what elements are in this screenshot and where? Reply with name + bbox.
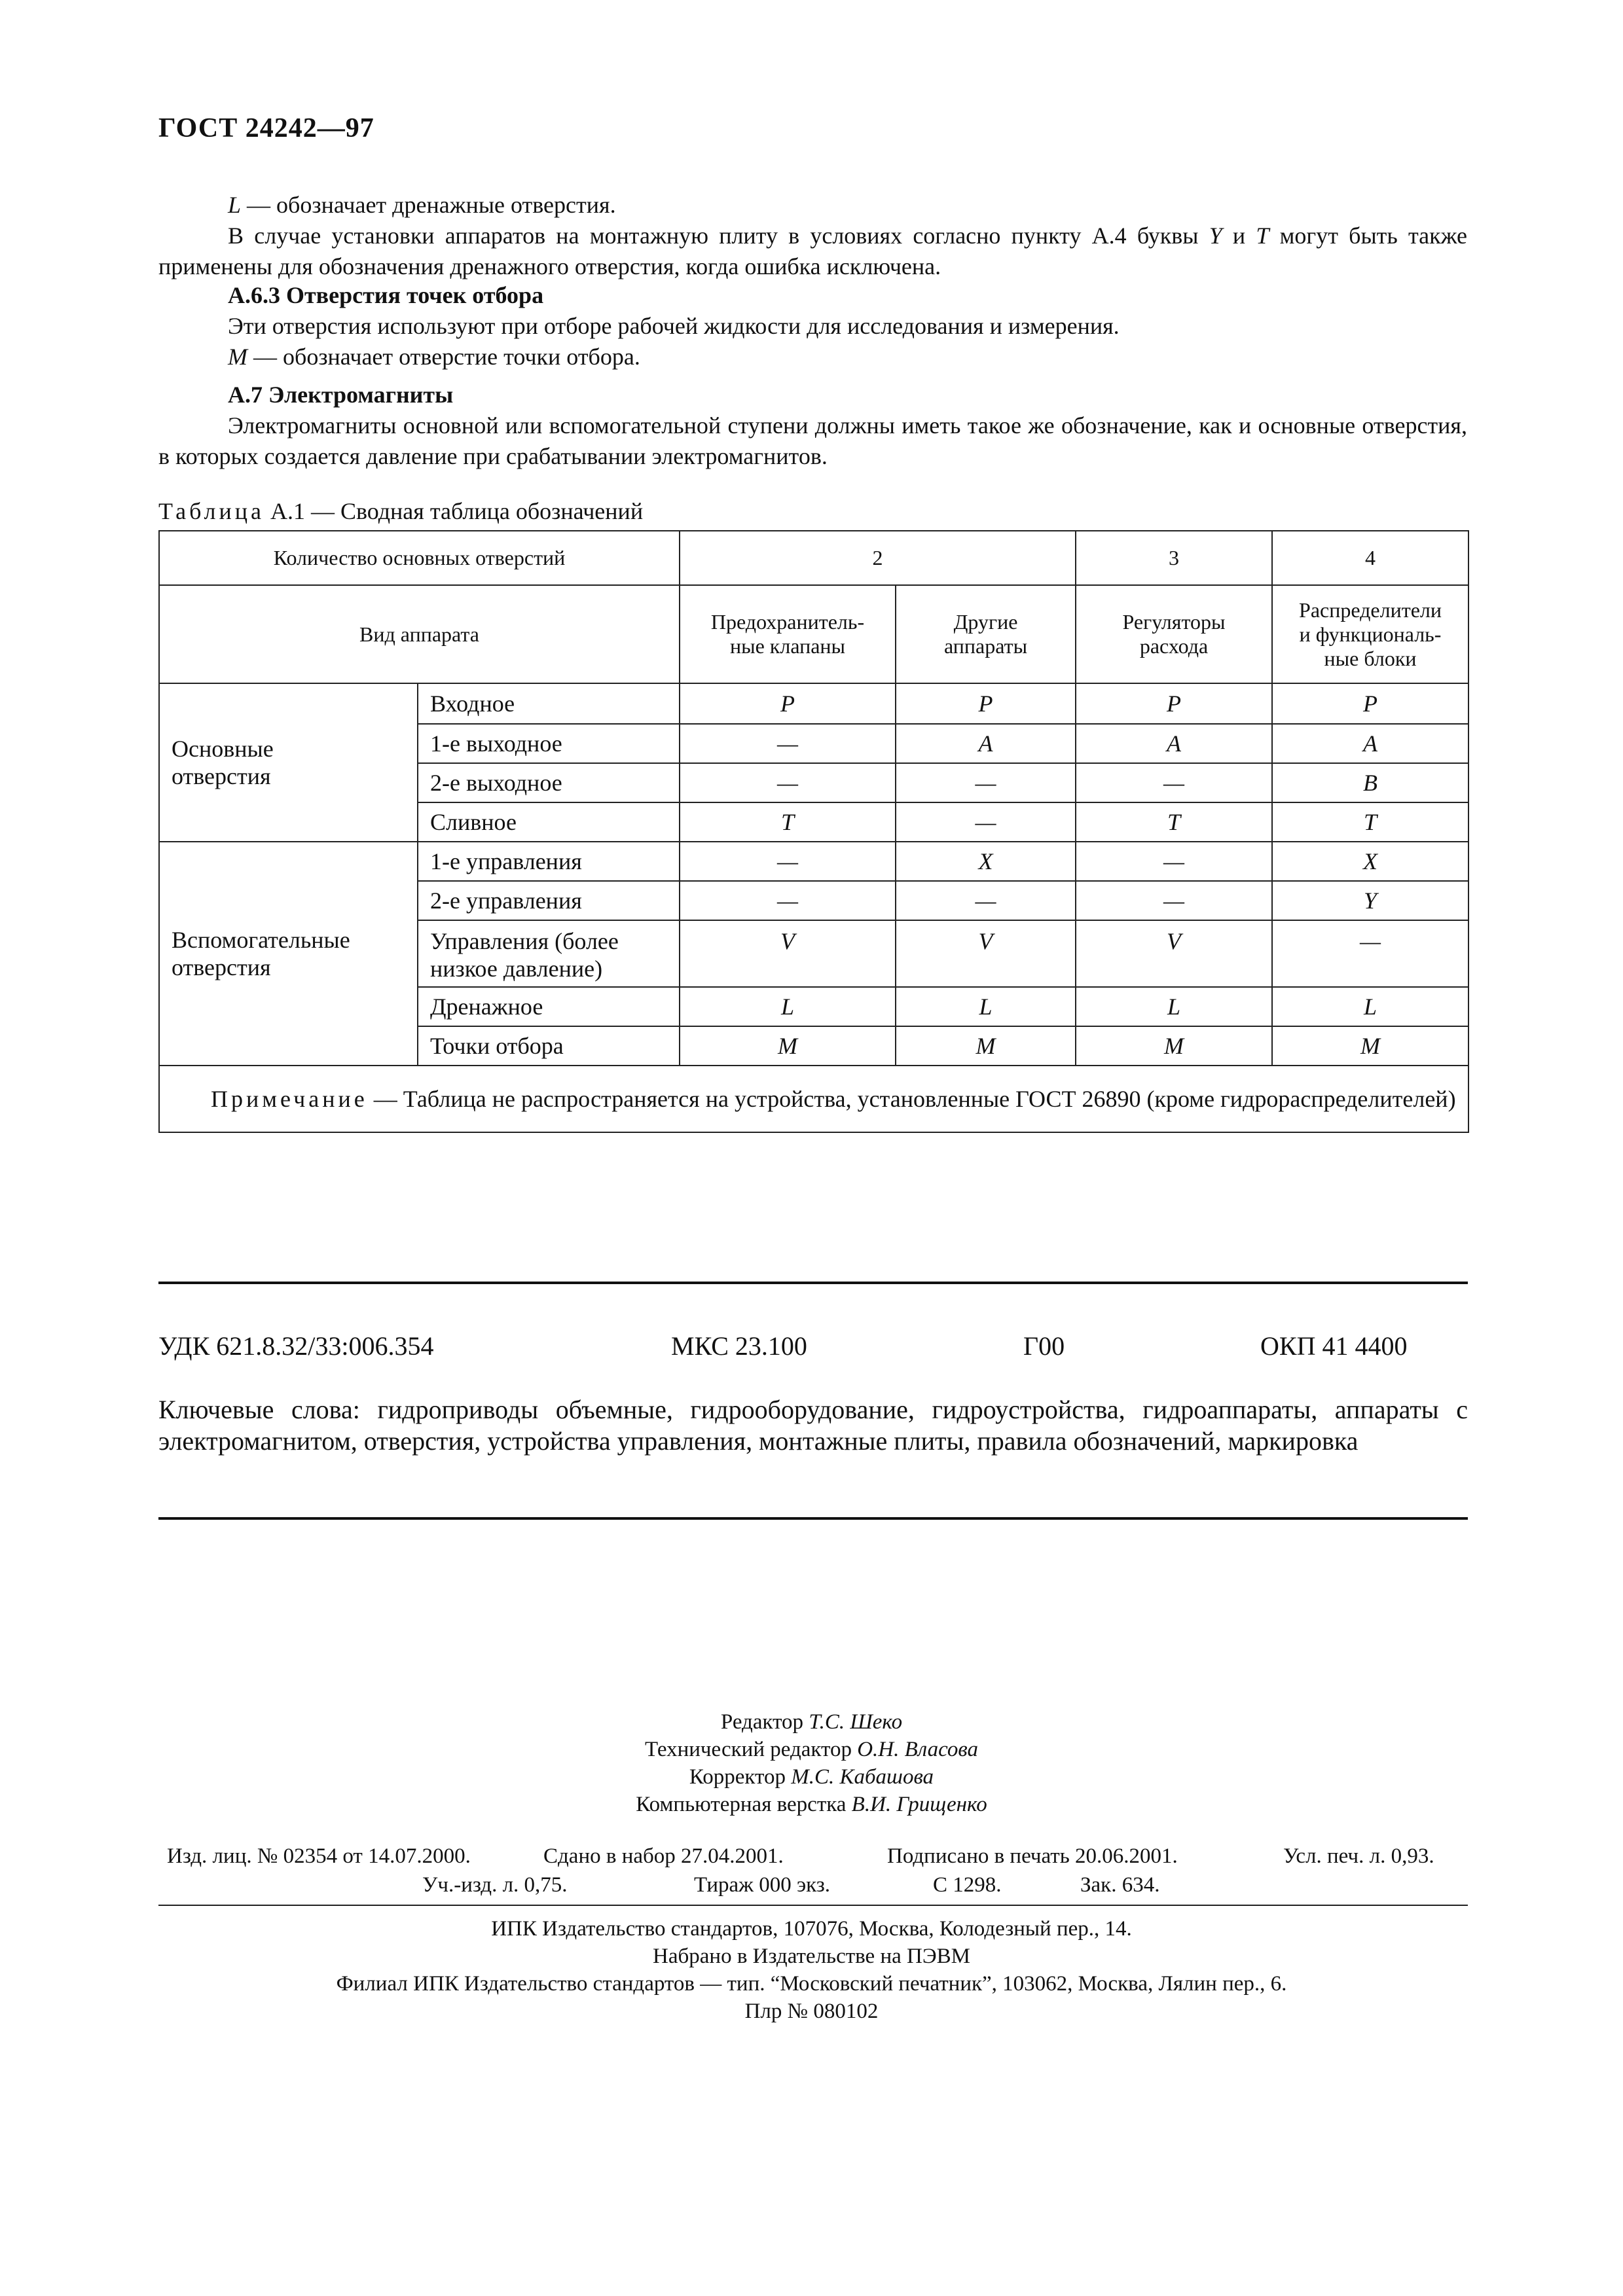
designation-table bbox=[158, 530, 1469, 1133]
row-label: Дренажное bbox=[418, 987, 680, 1026]
count-2: 2 bbox=[680, 531, 1076, 585]
credit-tech-label: Технический редактор bbox=[644, 1738, 858, 1761]
type-flow-regulators: Регуляторы расхода bbox=[1076, 585, 1272, 683]
credit-tech-editor bbox=[0, 1736, 1623, 1763]
cell-value: T bbox=[1272, 802, 1468, 842]
divider-top bbox=[158, 1282, 1468, 1284]
paragraph-mounting-text-a: В случае установки аппаратов на монтажную плиту в условиях согласно пункту А.4 буквы bbox=[228, 223, 1209, 249]
type-relief-valves: Предохранитель- ные клапаны bbox=[680, 585, 896, 683]
paragraph-mounting-and: и bbox=[1222, 223, 1256, 249]
group-aux-ports: Вспомогательные отверстия bbox=[159, 842, 418, 1066]
cell-value: T bbox=[680, 802, 896, 842]
paragraph-drain-text: — обозначает дренажные отверстия. bbox=[241, 192, 616, 218]
pub-typeset: Сдано в набор 27.04.2001. bbox=[543, 1844, 784, 1868]
cell-value: B bbox=[1272, 763, 1468, 802]
cell-value: V bbox=[1076, 920, 1272, 987]
mks-code: МКС 23.100 bbox=[671, 1331, 807, 1361]
printer-line: Плр № 080102 bbox=[744, 2000, 879, 2023]
udk-code: УДК 621.8.32/33:006.354 bbox=[158, 1331, 434, 1361]
heading-a63: А.6.3 Отверстия точек отбора bbox=[228, 282, 544, 308]
row-label: 2-е управления bbox=[418, 881, 680, 920]
divider-imprint bbox=[158, 1905, 1468, 1906]
type-distributors: Распределители и функциональ- ные блоки bbox=[1272, 585, 1468, 683]
pub-c-number: С 1298. bbox=[933, 1873, 1002, 1897]
table-note-row bbox=[159, 1066, 1468, 1132]
symbol-y: Y bbox=[1209, 223, 1222, 249]
table-row bbox=[159, 683, 1468, 724]
paragraph-mounting bbox=[158, 221, 1467, 282]
paragraph-sampling-symbol bbox=[158, 342, 1467, 372]
cell-value: — bbox=[1076, 763, 1272, 802]
table-note-label: Примечание bbox=[211, 1086, 368, 1112]
cell-value: L bbox=[1272, 987, 1468, 1026]
row-label: Точки отбора bbox=[418, 1026, 680, 1066]
table-type-row bbox=[159, 585, 1468, 683]
pub-edition-sheets: Уч.-изд. л. 0,75. bbox=[422, 1873, 568, 1897]
row-label: 2-е выходное bbox=[418, 763, 680, 802]
credit-layout-name: В.И. Грищенко bbox=[851, 1793, 987, 1816]
table-count-row bbox=[159, 531, 1468, 585]
credit-corr-name: М.С. Кабашова bbox=[791, 1765, 934, 1789]
cell-value: — bbox=[1076, 842, 1272, 881]
symbol-m: M bbox=[228, 344, 247, 370]
cell-value: M bbox=[896, 1026, 1076, 1066]
type-other-devices: Другие аппараты bbox=[896, 585, 1076, 683]
cell-value: P bbox=[1076, 683, 1272, 724]
symbol-l: L bbox=[228, 192, 242, 218]
printer-line: Филиал ИПК Издательство стандартов — тип. “Московский печатник”, 103062, Москва, Лялин пер., 6. bbox=[336, 1972, 1287, 1996]
cell-value: V bbox=[680, 920, 896, 987]
cell-value: T bbox=[1076, 802, 1272, 842]
count-3: 3 bbox=[1076, 531, 1272, 585]
credit-layout bbox=[0, 1791, 1623, 1818]
type-header: Вид аппарата bbox=[159, 585, 680, 683]
count-4: 4 bbox=[1272, 531, 1468, 585]
cell-value: — bbox=[680, 763, 896, 802]
paragraph-sampling: Эти отверстия используют при отборе рабочей жидкости для исследования и измерения. bbox=[228, 313, 1120, 339]
cell-value: — bbox=[680, 724, 896, 763]
row-label: Входное bbox=[418, 683, 680, 724]
printer-line: Набрано в Издательстве на ПЭВМ bbox=[653, 1945, 970, 1968]
pub-signed: Подписано в печать 20.06.2001. bbox=[887, 1844, 1178, 1868]
credit-editor bbox=[0, 1708, 1623, 1736]
pub-license: Изд. лиц. № 02354 от 14.07.2000. bbox=[167, 1844, 471, 1868]
divider-bottom bbox=[158, 1517, 1468, 1520]
cell-value: P bbox=[896, 683, 1076, 724]
credit-editor-name: Т.С. Шеко bbox=[809, 1710, 903, 1734]
table-row bbox=[159, 842, 1468, 881]
cell-value: L bbox=[680, 987, 896, 1026]
count-header: Количество основных отверстий bbox=[159, 531, 680, 585]
cell-value: P bbox=[1272, 683, 1468, 724]
cell-value: Y bbox=[1272, 881, 1468, 920]
cell-value: — bbox=[896, 763, 1076, 802]
credit-corrector bbox=[0, 1763, 1623, 1791]
paragraph-drain bbox=[158, 190, 1467, 221]
row-label: Управления (более низкое давление) bbox=[418, 920, 680, 987]
cell-value: X bbox=[1272, 842, 1468, 881]
class-code: Г00 bbox=[1023, 1331, 1065, 1361]
cell-value: M bbox=[1076, 1026, 1272, 1066]
cell-value: P bbox=[680, 683, 896, 724]
cell-value: — bbox=[1076, 881, 1272, 920]
printer-info bbox=[0, 1915, 1623, 2025]
cell-value: X bbox=[896, 842, 1076, 881]
printer-line: ИПК Издательство стандартов, 107076, Москва, Колодезный пер., 14. bbox=[491, 1917, 1132, 1941]
paragraph-electromagnets: Электромагниты основной или вспомогательной ступени должны иметь такое же обозначение, как и основные отверстия, в которых создается давление при срабатывании электромагнитов. bbox=[158, 412, 1467, 469]
paragraph-mounting-text-b: могут быть также применены для обозначения дренажного отверстия, когда ошибка исключена. bbox=[158, 223, 1468, 279]
cell-value: A bbox=[1076, 724, 1272, 763]
okp-code: ОКП 41 4400 bbox=[1260, 1331, 1408, 1361]
credit-layout-label: Компьютерная верстка bbox=[636, 1793, 852, 1816]
table-caption bbox=[158, 497, 643, 525]
symbol-t: T bbox=[1256, 223, 1269, 249]
row-label: 1-е выходное bbox=[418, 724, 680, 763]
group-main-ports: Основные отверстия bbox=[159, 683, 418, 842]
cell-value: — bbox=[680, 881, 896, 920]
cell-value: L bbox=[896, 987, 1076, 1026]
table-note-text: — Таблица не распространяется на устройства, установленные ГОСТ 26890 (кроме гидрораспределителей) bbox=[367, 1086, 1456, 1112]
pub-order: Зак. 634. bbox=[1080, 1873, 1160, 1897]
pub-print-run: Тираж 000 экз. bbox=[694, 1873, 830, 1897]
cell-value: M bbox=[680, 1026, 896, 1066]
cell-value: — bbox=[896, 802, 1076, 842]
page-header-title: ГОСТ 24242—97 bbox=[158, 113, 374, 143]
cell-value: — bbox=[896, 881, 1076, 920]
credit-editor-label: Редактор bbox=[720, 1710, 809, 1734]
cell-value: L bbox=[1076, 987, 1272, 1026]
pub-sheets: Усл. печ. л. 0,93. bbox=[1283, 1844, 1434, 1868]
cell-value: V bbox=[896, 920, 1076, 987]
paragraph-sampling-symbol-text: — обозначает отверстие точки отбора. bbox=[247, 344, 640, 370]
credit-corr-label: Корректор bbox=[689, 1765, 792, 1789]
keywords: Ключевые слова: гидроприводы объемные, гидрооборудование, гидроустройства, гидроаппараты, аппараты с электромагнитом, отверстия, устройства управления, монтажные плиты, правила обозначений, маркировка bbox=[158, 1395, 1468, 1456]
cell-value: M bbox=[1272, 1026, 1468, 1066]
cell-value: A bbox=[896, 724, 1076, 763]
table-note bbox=[159, 1066, 1468, 1132]
table-caption-label: Таблица bbox=[158, 498, 264, 524]
credit-tech-name: О.Н. Власова bbox=[857, 1738, 979, 1761]
cell-value: — bbox=[680, 842, 896, 881]
cell-value: — bbox=[1272, 920, 1468, 987]
heading-a7: А.7 Электромагниты bbox=[228, 382, 454, 408]
row-label: 1-е управления bbox=[418, 842, 680, 881]
cell-value: A bbox=[1272, 724, 1468, 763]
table-caption-text: А.1 — Сводная таблица обозначений bbox=[264, 498, 644, 524]
row-label: Сливное bbox=[418, 802, 680, 842]
